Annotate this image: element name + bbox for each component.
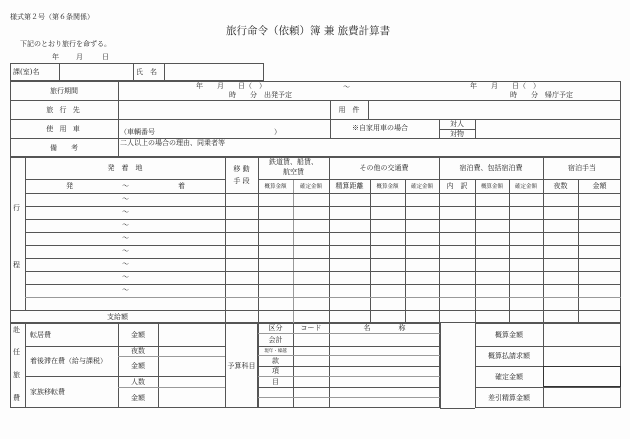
relocation-amount-label: 金額 <box>131 330 145 339</box>
estimate-total-label: 概算金額 <box>495 330 523 339</box>
amount-header: 金額 <box>592 182 607 190</box>
end-time: 時 分 帰庁予定 <box>510 91 573 99</box>
stay-label: 着後滞在費（給与課税） <box>30 357 107 365</box>
itinerary-row-7-tilde: ～ <box>122 273 129 281</box>
stay-nights-label: 夜数 <box>131 347 145 355</box>
vehicle-number[interactable]: （車輌番号 ） <box>120 128 281 136</box>
itinerary-side-label-bottom: 程 <box>13 261 20 269</box>
budget-kou-label: 項 <box>272 367 279 375</box>
budget-account-code-input[interactable] <box>294 334 328 345</box>
confirmed-total-input[interactable] <box>543 366 621 387</box>
origin-dest-header: 発 着 地 <box>107 164 143 172</box>
destination-label: 旅 行 先 <box>46 105 82 114</box>
form-number: 様式第２号（第６条関係） <box>10 13 94 21</box>
transfer-side-char-3: 旅 <box>13 371 20 379</box>
name-input[interactable] <box>165 64 263 80</box>
breakdown-header: 内 訳 <box>446 182 468 190</box>
rail-estimate-header: 概算金額 <box>264 184 287 190</box>
lodging-estimate-header: 概算金額 <box>480 184 503 190</box>
other-confirmed-header: 確定金額 <box>410 184 433 190</box>
balance-label: 差引精算金額 <box>488 393 530 402</box>
tilde-header: ～ <box>122 182 129 190</box>
advance-request-input[interactable] <box>544 347 620 365</box>
rail-confirmed-header: 確定金額 <box>299 184 322 190</box>
other-estimate-header: 概算金額 <box>376 184 399 190</box>
order-month: 月 <box>76 53 83 61</box>
family-label: 家族移転費 <box>30 388 65 396</box>
department-label: 課(室)名 <box>13 68 40 76</box>
transport-header-l1: 移 動 <box>233 165 250 173</box>
relocation-label: 転居費 <box>30 330 51 339</box>
transfer-side-char-4: 費 <box>13 394 20 402</box>
lodging-header: 宿泊費、包括宿泊費 <box>459 164 523 172</box>
start-date: 年 月 日（ ） <box>196 82 266 90</box>
department-input[interactable] <box>60 64 132 80</box>
transfer-side-char-1: 赴 <box>13 326 20 334</box>
end-date: 年 月 日（ ） <box>470 82 540 90</box>
order-year: 年 <box>52 53 59 61</box>
depart-header: 発 <box>66 182 73 190</box>
itinerary-row-4-tilde: ～ <box>122 234 129 242</box>
purpose-label: 用 件 <box>338 105 360 114</box>
family-persons-label: 人数 <box>131 377 145 386</box>
stay-nights-input[interactable] <box>159 347 224 355</box>
name-label: 氏 名 <box>136 68 157 76</box>
itinerary-row-6-tilde: ～ <box>122 260 129 268</box>
nights-header: 夜数 <box>553 182 568 190</box>
transport-header-l2: 手 段 <box>233 177 250 185</box>
remarks-input[interactable] <box>119 148 619 156</box>
purpose-input[interactable] <box>369 101 620 118</box>
order-day: 日 <box>102 53 109 61</box>
lodging-allowance-header: 宿泊手当 <box>568 164 596 172</box>
itinerary-row-3-tilde: ～ <box>122 221 129 229</box>
budget-label: 予算科目 <box>227 361 256 370</box>
budget-division-header: 区分 <box>268 324 283 332</box>
budget-kan-label: 款 <box>272 356 279 365</box>
insurance-property-label: 対物 <box>450 129 464 138</box>
arrive-header: 着 <box>178 182 185 190</box>
remarks-label: 備 考 <box>50 143 78 152</box>
vehicle-label: 使 用 車 <box>46 124 82 133</box>
destination-input[interactable] <box>119 101 329 118</box>
total-paid-label: 支給額 <box>107 312 128 321</box>
insurance-person-label: 対人 <box>450 120 464 128</box>
family-persons-input[interactable] <box>159 377 224 386</box>
start-time: 時 分 出発予定 <box>229 91 292 99</box>
confirmed-total-label: 確定金額 <box>495 372 523 381</box>
travel-period-label: 旅行期間 <box>50 86 78 95</box>
lodging-confirmed-header: 確定金額 <box>514 184 537 190</box>
balance-input[interactable] <box>544 388 620 407</box>
itinerary-row-2-tilde: ～ <box>122 208 129 216</box>
relocation-amount-input[interactable] <box>159 324 224 345</box>
itinerary-row-5-tilde: ～ <box>122 247 129 255</box>
other-transport-header: その他の交通費 <box>359 164 409 172</box>
family-amount-label: 金額 <box>131 393 145 402</box>
budget-code-header: コード <box>300 324 322 332</box>
private-car-note: ※自家用車の場合 <box>352 124 408 132</box>
rail-header-l2: 航空賃 <box>283 168 304 176</box>
transfer-side-char-2: 任 <box>13 348 20 356</box>
advance-request-label: 概算払請求額 <box>488 352 530 360</box>
budget-account-name-input[interactable] <box>330 334 439 345</box>
stay-amount-label: 金額 <box>131 362 145 370</box>
itinerary-side-label-top: 行 <box>13 204 20 212</box>
budget-fiscal-label: 現年・繰越 <box>264 348 287 354</box>
distance-header: 精算距離 <box>335 182 364 190</box>
estimate-total-input[interactable] <box>544 324 620 345</box>
page-title: 旅行命令（依頼）簿 兼 旅費計算書 <box>226 25 391 37</box>
itinerary-row-8-tilde: ～ <box>122 286 129 294</box>
budget-moku-label: 目 <box>272 377 279 386</box>
order-text: 下記のとおり旅行を命ずる。 <box>20 40 111 48</box>
remarks-hint: 二人以上の場合の理由、同乗者等 <box>120 139 225 147</box>
period-tilde: ～ <box>343 83 350 91</box>
stay-amount-input[interactable] <box>159 357 224 375</box>
budget-account-label: 会計 <box>268 335 283 344</box>
rail-header-l1: 鉄道賃、船賃、 <box>269 158 318 166</box>
budget-name-header: 名 称 <box>363 324 406 332</box>
family-amount-input[interactable] <box>159 388 224 407</box>
itinerary-row-1-tilde: ～ <box>122 195 129 203</box>
